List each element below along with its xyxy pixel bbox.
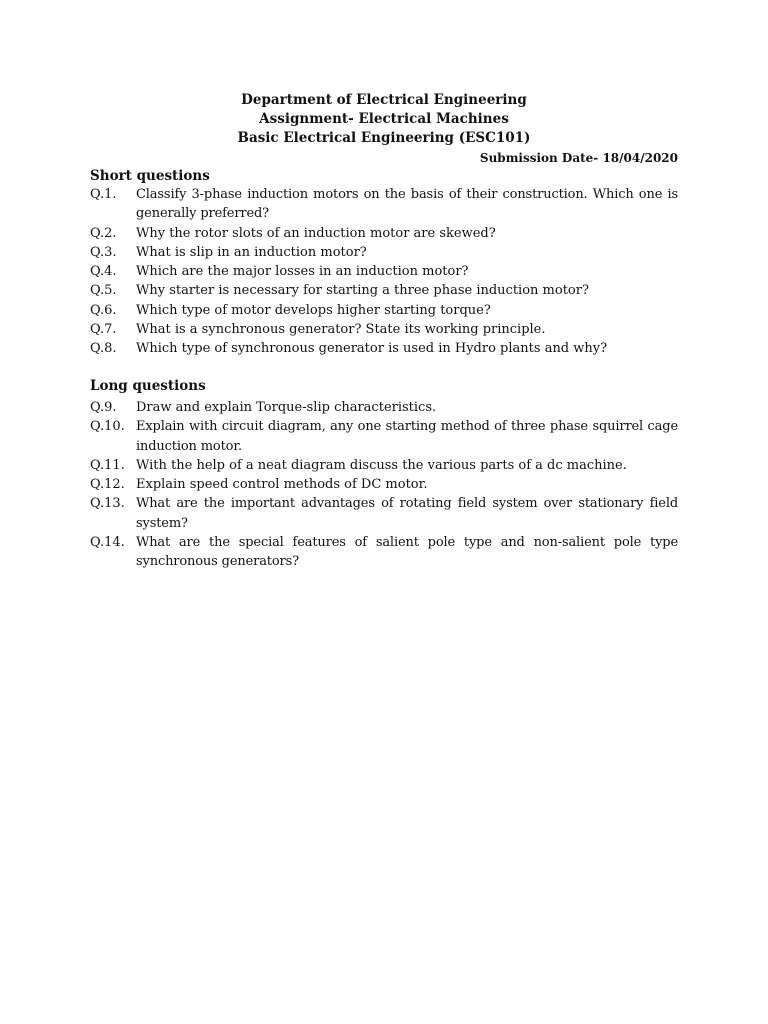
question-text: What are the important advantages of rotating field system over stationary field system? (136, 496, 678, 531)
question-text: Classify 3-phase induction motors on the basis of their construction. Which one is generally preferred? (136, 187, 678, 222)
question-text: Why the rotor slots of an induction motor are skewed? (136, 225, 496, 241)
question-text: What is a synchronous generator? State its working principle. (136, 322, 546, 338)
question-text: Which type of synchronous generator is used in Hydro plants and why? (136, 341, 608, 357)
question-number: Q.6. (90, 302, 117, 318)
question-number: Q.2. (90, 225, 117, 241)
question-item (90, 301, 678, 320)
short-questions-heading: Short questions (90, 168, 210, 184)
question-item (90, 339, 678, 358)
question-item (90, 456, 678, 475)
question-text: With the help of a neat diagram discuss the various parts of a dc machine. (136, 457, 627, 473)
question-number: Q.13. (90, 496, 125, 512)
assignment-title: Assignment- Electrical Machines (259, 111, 509, 127)
document-header (0, 91, 768, 148)
question-number: Q.8. (90, 341, 117, 357)
question-number: Q.11. (90, 457, 125, 473)
long-questions-list (90, 398, 678, 572)
question-text: Which are the major losses in an induction motor? (136, 264, 469, 280)
question-item (90, 224, 678, 243)
question-item (90, 475, 678, 494)
question-text: What is slip in an induction motor? (136, 244, 367, 260)
question-item (90, 398, 678, 417)
submission-date: Submission Date- 18/04/2020 (479, 151, 678, 165)
question-number: Q.12. (90, 477, 125, 493)
question-text: What are the special features of salient pole type and non-salient pole type synchronous generators? (136, 535, 678, 570)
question-number: Q.3. (90, 244, 117, 260)
question-number: Q.9. (90, 400, 117, 415)
question-text: Draw and explain Torque-slip characteristics. (136, 400, 437, 415)
question-text: Explain speed control methods of DC motor. (136, 477, 428, 493)
question-number: Q.7. (90, 322, 117, 338)
course-title: Basic Electrical Engineering (ESC101) (237, 130, 531, 146)
question-number: Q.14. (90, 535, 125, 551)
question-text: Explain with circuit diagram, any one starting method of three phase squirrel cage induction motor. (136, 419, 678, 454)
question-number: Q.1. (90, 187, 117, 202)
question-number: Q.4. (90, 264, 117, 280)
question-text: Why starter is necessary for starting a three phase induction motor? (136, 283, 589, 299)
question-text: Which type of motor develops higher starting torque? (136, 302, 491, 318)
short-questions-list (90, 185, 678, 359)
question-number: Q.5. (90, 283, 117, 299)
question-item (90, 320, 678, 339)
question-item (90, 417, 678, 456)
question-item (90, 533, 678, 572)
question-item (90, 262, 678, 281)
question-item (90, 494, 678, 533)
question-item (90, 243, 678, 262)
department-title: Department of Electrical Engineering (241, 92, 527, 108)
question-number: Q.10. (90, 419, 125, 435)
question-item (90, 185, 678, 224)
question-item (90, 281, 678, 300)
long-questions-heading: Long questions (90, 378, 206, 394)
